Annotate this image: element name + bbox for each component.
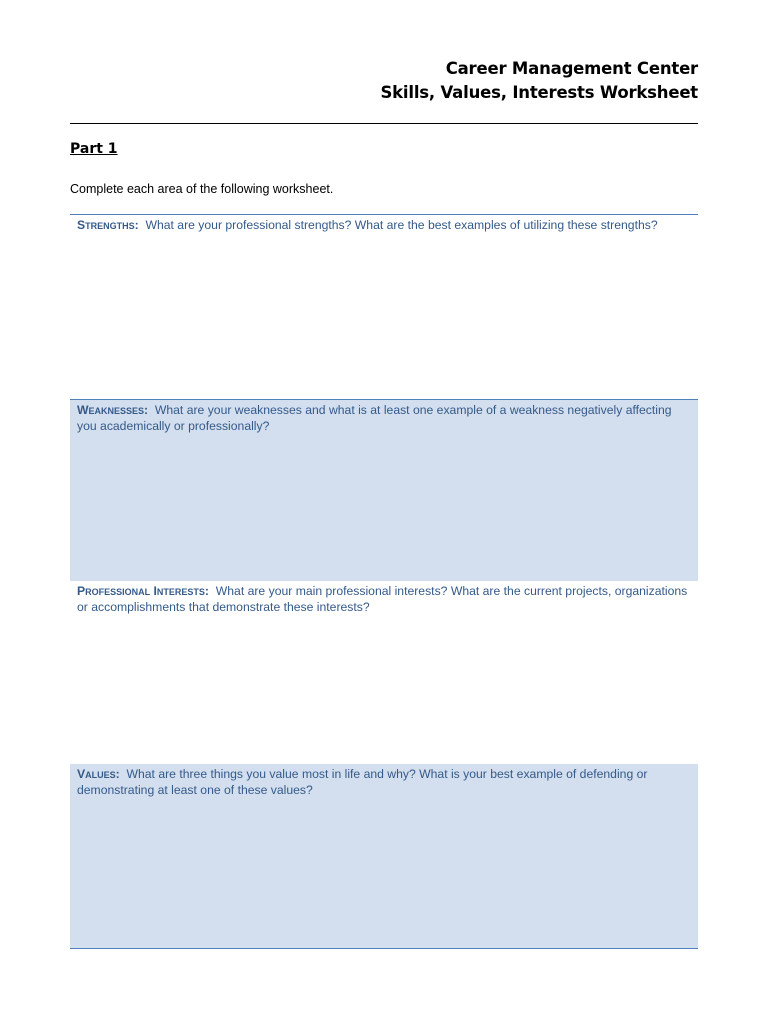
values-question: What are three things you value most in life and why? What is your best example of defending or demonstrating at least one of these values? — [77, 767, 648, 797]
document-header — [380, 57, 698, 105]
professional-interests-section[interactable] — [70, 581, 698, 764]
worksheet-table — [70, 214, 698, 949]
values-section[interactable] — [70, 764, 698, 948]
part-title: Part 1 — [70, 141, 118, 157]
header-divider — [70, 123, 698, 124]
values-label: Values: — [77, 767, 120, 781]
instructions-text: Complete each area of the following worksheet. — [70, 182, 334, 196]
weaknesses-section[interactable] — [70, 399, 698, 581]
weaknesses-question: What are your weaknesses and what is at least one example of a weakness negatively affecting you academically or professionally? — [77, 403, 672, 433]
header-worksheet-title: Skills, Values, Interests Worksheet — [380, 83, 698, 102]
strengths-label: Strengths: — [77, 218, 139, 232]
header-organization: Career Management Center — [445, 59, 698, 78]
strengths-question: What are your professional strengths? What are the best examples of utilizing these strengths? — [145, 218, 658, 232]
weaknesses-label: Weaknesses: — [77, 403, 149, 417]
professional-interests-label: Professional Interests: — [77, 584, 209, 598]
strengths-section[interactable] — [70, 215, 698, 399]
professional-interests-question: What are your main professional interests? What are the current projects, organizations or accomplishments that demonstrate these interests? — [77, 584, 688, 614]
